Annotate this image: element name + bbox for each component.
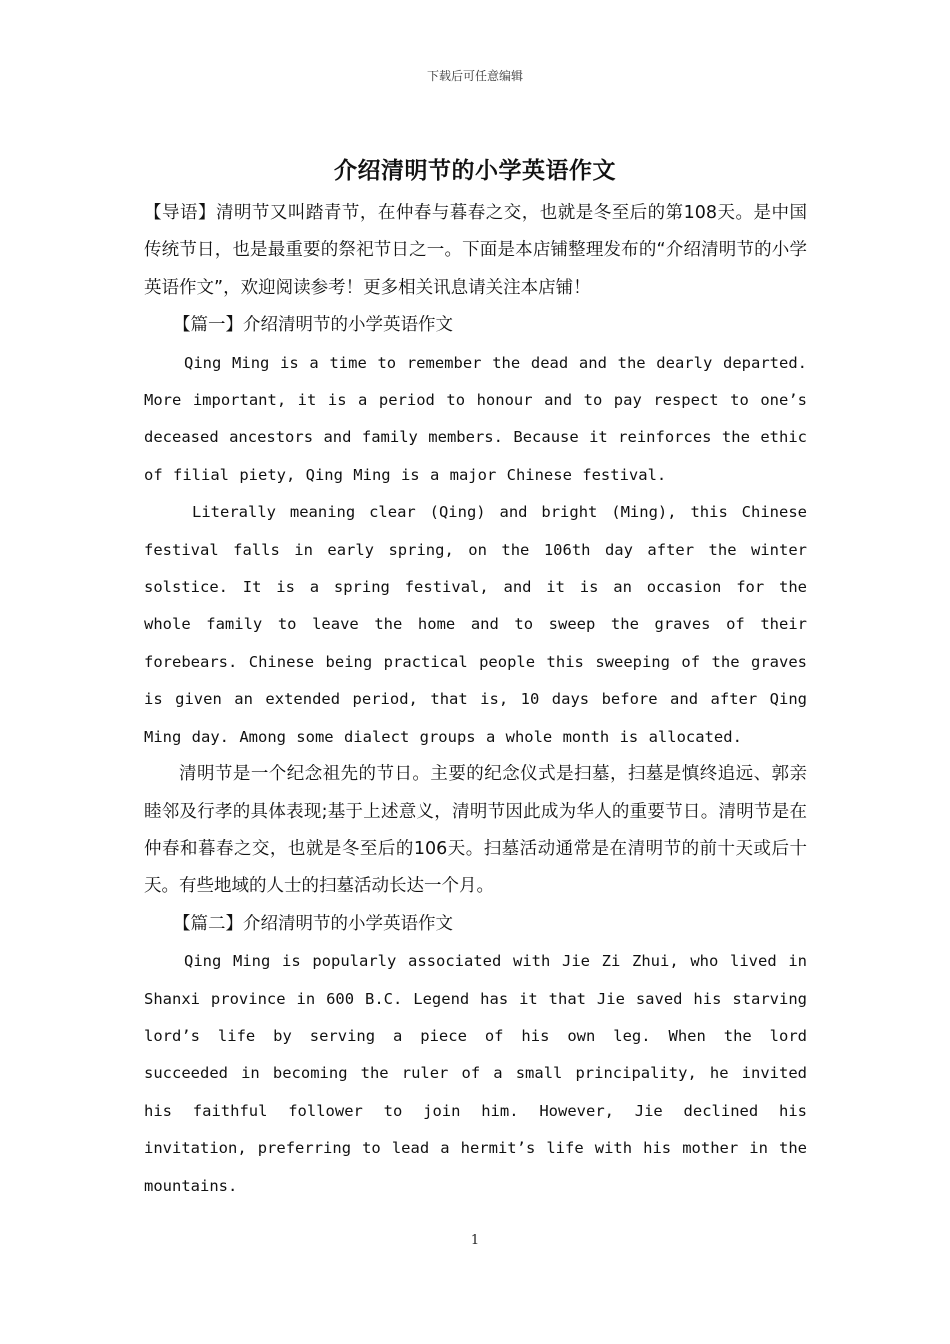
section-1-english-paragraph-2: Literally meaning clear (Qing) and bright (Ming), this Chinese festival falls in early spring, on the 106th day after the winter solstice. It is a spring festival, and it is an occasion for the whole family to leave the home and to sweep the graves of their forebears. Chinese being practical people this sweeping of the graves is given an extended period, that is, 10 days before and after Qing Ming day. Among some dialect groups a whole month is allocated. <box>144 503 807 746</box>
intro-paragraph: 【导语】清明节又叫踏青节，在仲春与暮春之交，也就是冬至后的第108天。是中国传统节日，也是最重要的祭祀节日之一。下面是本店铺整理发布的“介绍清明节的小学英语作文”，欢迎阅读参考！更多相关讯息请关注本店铺！ <box>144 203 807 298</box>
page-number: 1 <box>470 1233 480 1248</box>
section-2-heading: 【篇二】介绍清明节的小学英语作文 <box>173 913 453 934</box>
section-1-heading: 【篇一】介绍清明节的小学英语作文 <box>173 315 453 336</box>
document-body <box>144 195 807 1205</box>
document-title: 介绍清明节的小学英语作文 <box>334 158 616 184</box>
section-1-chinese-paragraph: 清明节是一个纪念祖先的节日。主要的纪念仪式是扫墓，扫墓是慎终追远、郭亲睦邻及行孝的具体表现;基于上述意义，清明节因此成为华人的重要节日。清明节是在仲春和暮春之交，也就是冬至后的106天。扫墓活动通常是在清明节的前十天或后十天。有些地域的人士的扫墓活动长达一个月。 <box>144 764 807 897</box>
section-1-english-paragraph-1: Qing Ming is a time to remember the dead and the dearly departed. More important, it is a period to honour and to pay respect to one’s deceased ancestors and family members. Because it reinforces the ethic of filial piety, Qing Ming is a major Chinese festival. <box>144 353 807 484</box>
section-2-english-paragraph-1: Qing Ming is popularly associated with Jie Zi Zhui, who lived in Shanxi province in 600 B.C. Legend has it that Jie saved his starving lord’s life by serving a piece of his own leg. When the lord succeeded in becoming the ruler of a small principality, he invited his faithful follower to join him. However, Jie declined his invitation, preferring to lead a hermit’s life with his mother in the mountains. <box>144 952 807 1195</box>
header-note: 下载后可任意编辑 <box>426 69 523 83</box>
